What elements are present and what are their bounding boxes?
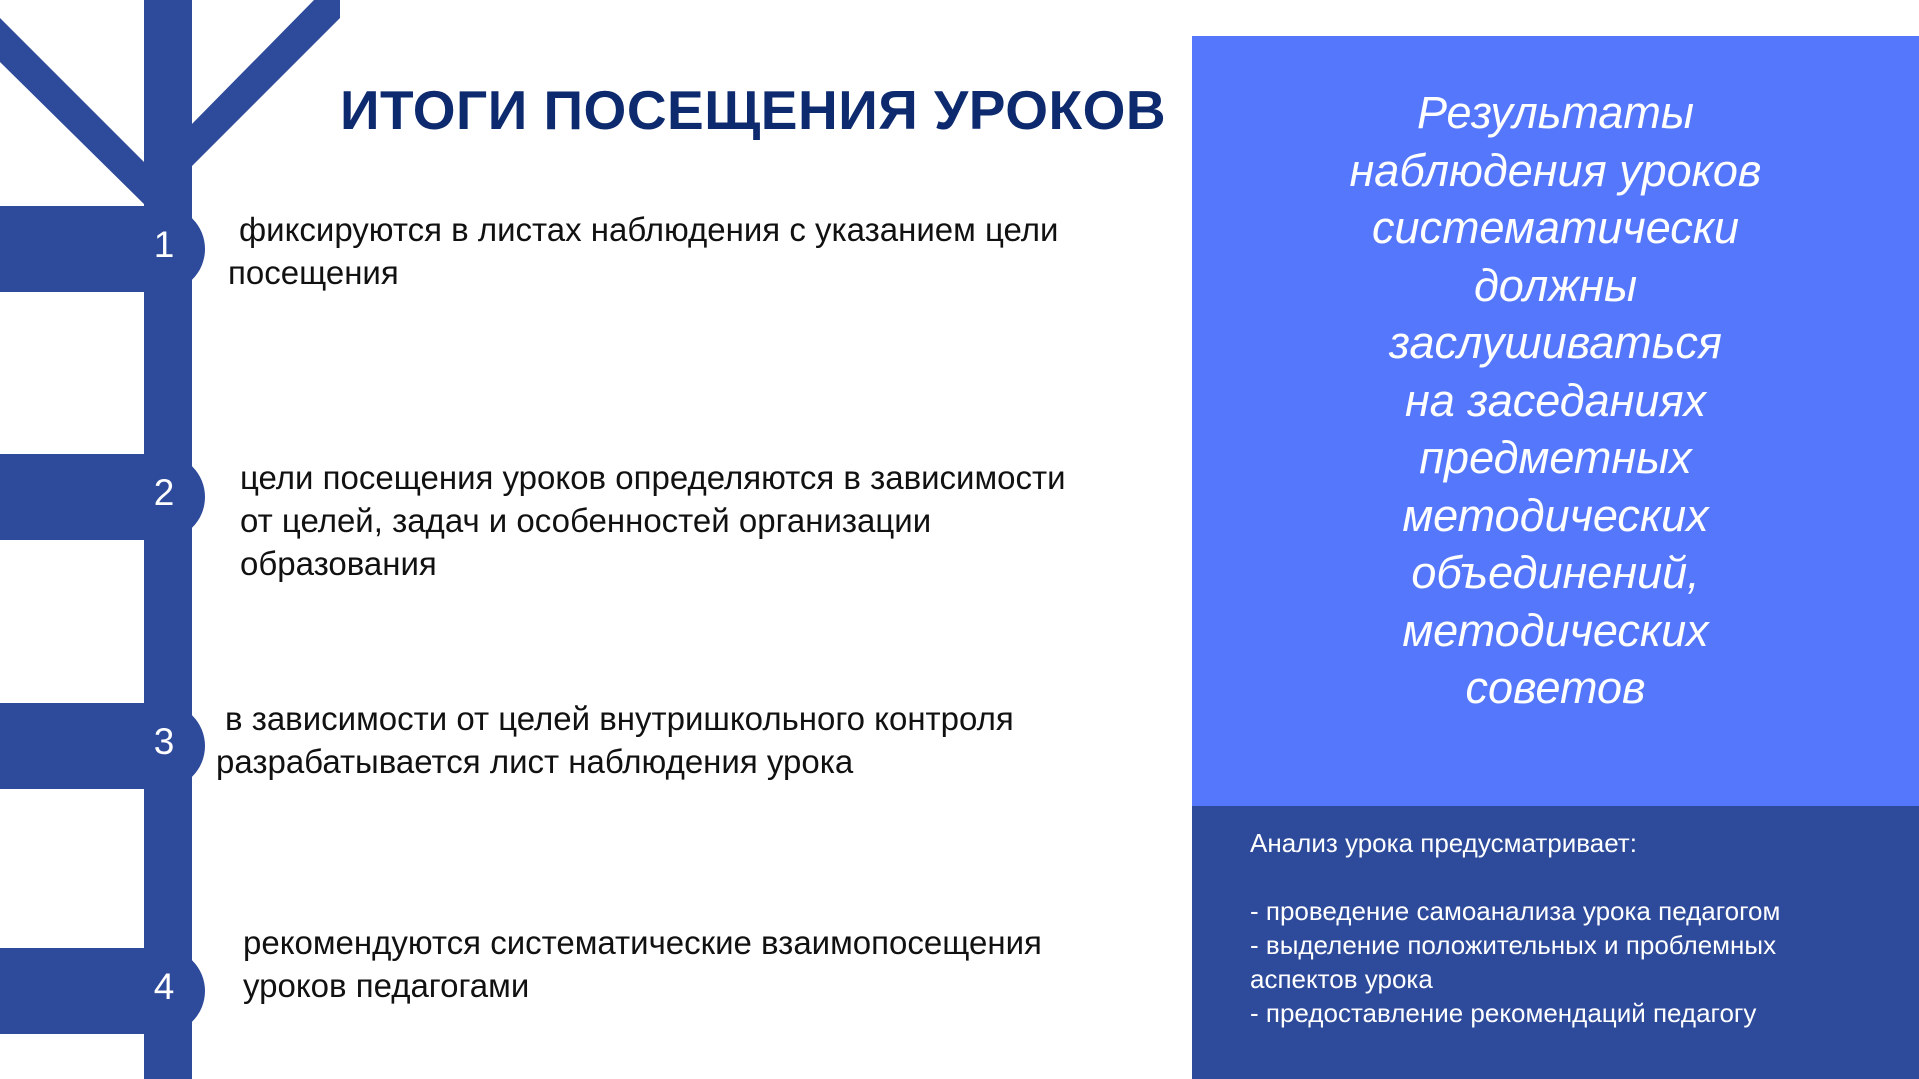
analysis-panel [1192, 806, 1919, 1079]
step-text-3-line-2: разрабатывается лист наблюдения урока [216, 743, 854, 780]
step-text-4 [243, 921, 1042, 1007]
highlight-line-3: систематически [1371, 202, 1739, 253]
analysis-spacer [1250, 860, 1900, 894]
step-text-1-line-1: фиксируются в листах наблюдения с указанием цели [239, 211, 1059, 248]
step-text-2 [240, 456, 1066, 585]
left-branch [0, 18, 150, 210]
step-text-2-line-3: образования [240, 545, 437, 582]
step-number-2: 2 [153, 472, 175, 513]
step-text-2-line-2: от целей, задач и особенностей организации [240, 502, 932, 539]
highlight-line-7: предметных [1419, 432, 1692, 483]
analysis-item-4: - предоставление рекомендаций педагогу [1250, 998, 1757, 1028]
highlight-line-5: заслушиваться [1389, 317, 1722, 368]
step-number-1: 1 [153, 224, 175, 265]
step-text-1 [228, 208, 1059, 294]
highlight-line-9: объединений, [1411, 547, 1700, 598]
highlight-line-2: наблюдения уроков [1349, 144, 1762, 196]
step-number-3: 3 [153, 721, 175, 762]
highlight-line-10: методических [1402, 604, 1709, 656]
highlight-line-11: советов [1465, 662, 1646, 713]
step-text-3-line-1: в зависимости от целей внутришкольного контроля [225, 700, 1014, 737]
slide-title: ИТОГИ ПОСЕЩЕНИЯ УРОКОВ [340, 79, 1167, 141]
step-text-3 [216, 697, 1014, 783]
step-text-4-line-1: рекомендуются систематические взаимопосещения [243, 924, 1042, 961]
highlight-panel-text [1192, 84, 1919, 717]
step-text-2-line-1: цели посещения уроков определяются в зависимости [240, 459, 1066, 496]
analysis-item-3: аспектов урока [1250, 964, 1433, 994]
highlight-line-1: Результаты [1416, 87, 1695, 138]
step-text-1-line-2: посещения [228, 254, 399, 291]
step-text-4-line-2: уроков педагогами [243, 967, 530, 1004]
analysis-item-2: - выделение положительных и проблемных [1250, 930, 1777, 960]
analysis-heading: Анализ урока предусматривает: [1250, 828, 1637, 858]
highlight-line-6: на заседаниях [1405, 374, 1706, 426]
highlight-line-8: методических [1402, 489, 1709, 541]
highlight-line-4: должны [1473, 259, 1638, 311]
highlight-panel [1192, 36, 1919, 806]
analysis-panel-text [1250, 826, 1900, 1030]
analysis-item-1: - проведение самоанализа урока педагогом [1250, 896, 1781, 926]
right-branch [186, 0, 340, 172]
step-number-4: 4 [153, 966, 175, 1007]
